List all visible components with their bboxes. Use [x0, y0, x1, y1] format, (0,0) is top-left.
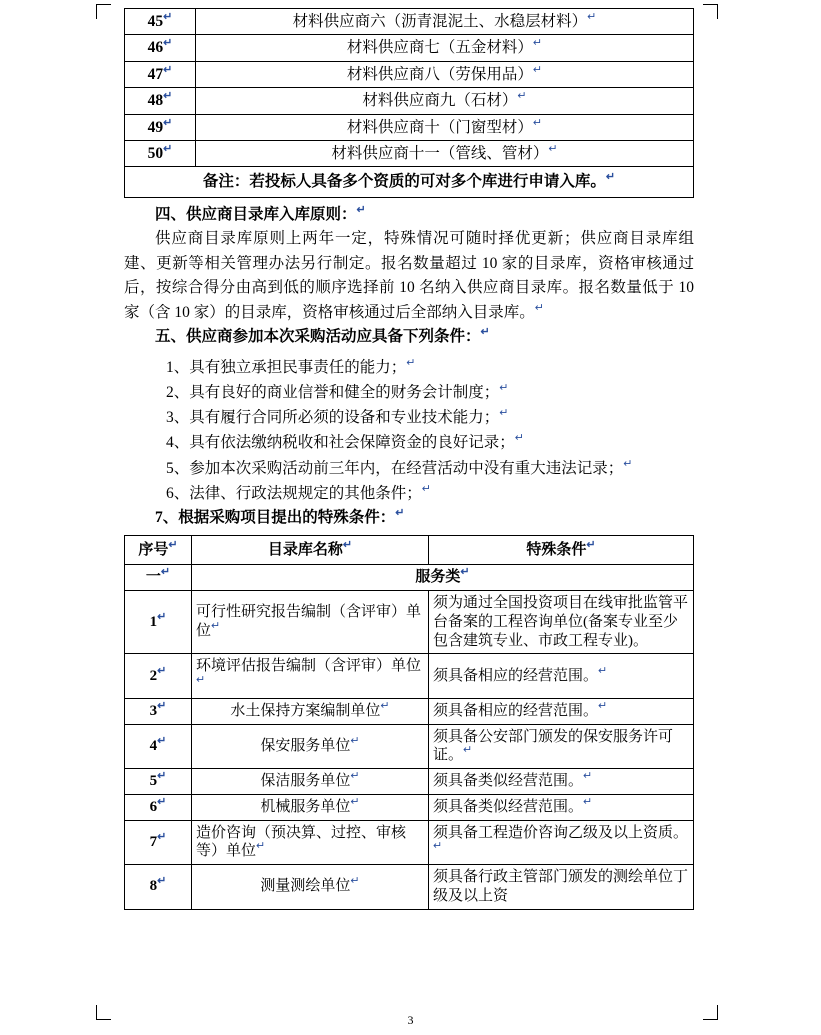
paragraph-mark-icon: ↵ — [532, 37, 543, 50]
paragraph-mark-icon: ↵ — [342, 538, 353, 551]
row-name: 保安服务单位↵ — [192, 724, 429, 769]
section-no: 一↵ — [125, 565, 192, 591]
row-name: 水土保持方案编制单位↵ — [192, 698, 429, 724]
paragraph-mark-icon: ↵ — [196, 674, 206, 687]
supplier-no: 46↵ — [125, 35, 196, 61]
paragraph-mark-icon: ↵ — [163, 37, 173, 50]
table-row — [125, 865, 694, 910]
paragraph-mark-icon: ↵ — [380, 699, 390, 712]
table-row — [125, 591, 694, 654]
paragraph-mark-icon: ↵ — [583, 770, 593, 783]
paragraph-mark-icon: ↵ — [350, 734, 360, 747]
paragraph-mark-icon: ↵ — [157, 770, 167, 783]
paragraph-mark-icon: ↵ — [157, 795, 167, 808]
paragraph-mark-icon: ↵ — [499, 407, 509, 420]
supplier-no: 49↵ — [125, 114, 196, 140]
row-no: 6↵ — [125, 794, 192, 820]
list-item: 2、具有良好的商业信誉和健全的财务会计制度；↵ — [166, 382, 509, 402]
paragraph-mark-icon: ↵ — [157, 734, 167, 747]
table-row — [125, 820, 694, 865]
special-conditions-table — [124, 535, 694, 910]
paragraph-mark-icon: ↵ — [157, 664, 167, 677]
document-content — [124, 8, 694, 910]
row-condition: 须具备相应的经营范围。↵ — [429, 654, 694, 699]
paragraph-mark-icon: ↵ — [350, 875, 360, 888]
table-header-row — [125, 535, 694, 565]
supplier-no: 48↵ — [125, 88, 196, 114]
list-item: 4、具有依法缴纳税收和社会保障资金的良好记录；↵ — [166, 432, 524, 452]
paragraph-mark-icon: ↵ — [163, 89, 173, 102]
paragraph-mark-icon: ↵ — [160, 566, 171, 579]
paragraph-mark-icon: ↵ — [157, 830, 167, 843]
paragraph-mark-icon: ↵ — [421, 482, 431, 495]
paragraph-mark-icon: ↵ — [586, 538, 596, 551]
section-label: 服务类↵ — [192, 565, 694, 591]
supplier-name: 材料供应商七（五金材料）↵ — [196, 35, 694, 61]
paragraph-mark-icon: ↵ — [157, 699, 167, 712]
paragraph-mark-icon: ↵ — [517, 89, 527, 102]
crop-mark-top-right — [703, 4, 718, 19]
column-header-no: 序号↵ — [125, 535, 192, 565]
supplier-no: 50↵ — [125, 140, 196, 166]
paragraph-mark-icon: ↵ — [534, 301, 544, 314]
table-row — [125, 167, 694, 197]
paragraph-mark-icon: ↵ — [460, 566, 470, 579]
paragraph-mark-icon: ↵ — [598, 664, 608, 677]
crop-mark-top-left — [96, 4, 111, 19]
paragraph-mark-icon: ↵ — [211, 620, 221, 633]
paragraph-mark-icon: ↵ — [532, 63, 543, 76]
list-item: 6、法律、行政法规规定的其他条件；↵ — [166, 482, 431, 502]
supplier-name: 材料供应商九（石材）↵ — [196, 88, 694, 114]
list-item: 1、具有独立承担民事责任的能力；↵ — [166, 357, 416, 377]
table-row — [125, 654, 694, 699]
paragraph-mark-icon: ↵ — [623, 457, 633, 470]
section-five-heading: 五、供应商参加本次采购活动应具备下列条件：↵ — [155, 326, 490, 346]
column-header-name: 目录库名称↵ — [192, 535, 429, 565]
row-no: 1↵ — [125, 591, 192, 654]
paragraph-mark-icon: ↵ — [395, 506, 405, 519]
table-row — [125, 794, 694, 820]
supplier-name: 材料供应商六（沥青混泥土、水稳层材料）↵ — [196, 9, 694, 35]
table-row — [125, 114, 694, 140]
table-row — [125, 769, 694, 795]
paragraph-mark-icon: ↵ — [433, 840, 443, 853]
row-name: 测量测绘单位↵ — [192, 865, 429, 910]
row-name: 机械服务单位↵ — [192, 794, 429, 820]
row-condition: 须为通过全国投资项目在线审批监管平台备案的工程咨询单位(备案专业至少包含建筑专业、市政工程专业)。 — [429, 591, 694, 654]
table-row — [125, 698, 694, 724]
paragraph-mark-icon: ↵ — [163, 116, 173, 129]
paragraph-mark-icon: ↵ — [163, 63, 173, 76]
row-no: 3↵ — [125, 698, 192, 724]
paragraph-mark-icon: ↵ — [256, 840, 266, 853]
paragraph-mark-icon: ↵ — [480, 326, 490, 339]
row-condition: 须具备类似经营范围。↵ — [429, 769, 694, 795]
row-no: 4↵ — [125, 724, 192, 769]
table-row — [125, 61, 694, 87]
row-no: 5↵ — [125, 769, 192, 795]
page-number: 3 — [407, 1013, 414, 1027]
paragraph-mark-icon: ↵ — [605, 171, 616, 184]
paragraph-mark-icon: ↵ — [499, 382, 509, 395]
paragraph-mark-icon: ↵ — [548, 142, 558, 155]
row-condition: 须具备工程造价咨询乙级及以上资质。↵ — [429, 820, 694, 865]
table-row — [125, 35, 694, 61]
paragraph-mark-icon: ↵ — [463, 744, 473, 757]
paragraph-mark-icon: ↵ — [163, 142, 173, 155]
paragraph-mark-icon: ↵ — [514, 432, 524, 445]
table-section-row — [125, 565, 694, 591]
supplier-list-footnote: 备注：若投标人具备多个资质的可对多个库进行申请入库。↵ — [125, 167, 694, 197]
table-row — [125, 724, 694, 769]
supplier-no: 47↵ — [125, 61, 196, 87]
list-item: 5、参加本次采购活动前三年内，在经营活动中没有重大违法记录；↵ — [166, 457, 633, 477]
section-five-item7-heading: 7、根据采购项目提出的特殊条件：↵ — [155, 506, 405, 526]
table-row — [125, 9, 694, 35]
paragraph-mark-icon: ↵ — [532, 116, 543, 129]
paragraph-mark-icon: ↵ — [163, 10, 173, 23]
table-row — [125, 88, 694, 114]
paragraph-mark-icon: ↵ — [406, 357, 416, 369]
row-condition: 须具备公安部门颁发的保安服务许可证。↵ — [429, 724, 694, 769]
row-name: 可行性研究报告编制（含评审）单位↵ — [192, 591, 429, 654]
row-no: 2↵ — [125, 654, 192, 699]
paragraph-mark-icon: ↵ — [587, 10, 597, 23]
row-no: 7↵ — [125, 820, 192, 865]
paragraph-mark-icon: ↵ — [157, 610, 167, 623]
row-condition: 须具备行政主管部门颁发的测绘单位丁级及以上资 — [429, 865, 694, 910]
paragraph-mark-icon: ↵ — [350, 795, 360, 808]
paragraph-mark-icon: ↵ — [157, 875, 167, 888]
supplier-name: 材料供应商八（劳保用品）↵ — [196, 61, 694, 87]
column-header-condition: 特殊条件↵ — [429, 535, 694, 565]
list-item: 3、具有履行合同所必须的设备和专业技术能力；↵ — [166, 407, 509, 427]
row-no: 8↵ — [125, 865, 192, 910]
table-row — [125, 140, 694, 166]
section-four-heading: 四、供应商目录库入库原则：↵ — [155, 203, 366, 223]
row-name: 保洁服务单位↵ — [192, 769, 429, 795]
supplier-no: 45↵ — [125, 9, 196, 35]
paragraph-mark-icon: ↵ — [350, 770, 360, 783]
supplier-name: 材料供应商十（门窗型材）↵ — [196, 114, 694, 140]
paragraph-mark-icon: ↵ — [598, 699, 608, 712]
row-condition: 须具备相应的经营范围。↵ — [429, 698, 694, 724]
row-name: 造价咨询（预决算、过控、审核等）单位↵ — [192, 820, 429, 865]
supplier-list-table — [124, 8, 694, 198]
paragraph-mark-icon: ↵ — [168, 538, 178, 551]
section-four-body: 供应商目录库原则上两年一定，特殊情况可随时择优更新；供应商目录库组建、更新等相关管理办法另行制定。报名数量超过 10 家的目录库，资格审核通过后，按综合得分由高到低的顺序选择前 10 名纳入供应商目录库。报名数量低于 10 家（含 10 家）的目录库，资格审核通过后全部纳入目录库。↵ — [124, 230, 694, 321]
row-name: 环境评估报告编制（含评审）单位↵ — [192, 654, 429, 699]
row-condition: 须具备类似经营范围。↵ — [429, 794, 694, 820]
paragraph-mark-icon: ↵ — [583, 795, 593, 808]
supplier-name: 材料供应商十一（管线、管材）↵ — [196, 140, 694, 166]
paragraph-mark-icon: ↵ — [356, 203, 366, 216]
